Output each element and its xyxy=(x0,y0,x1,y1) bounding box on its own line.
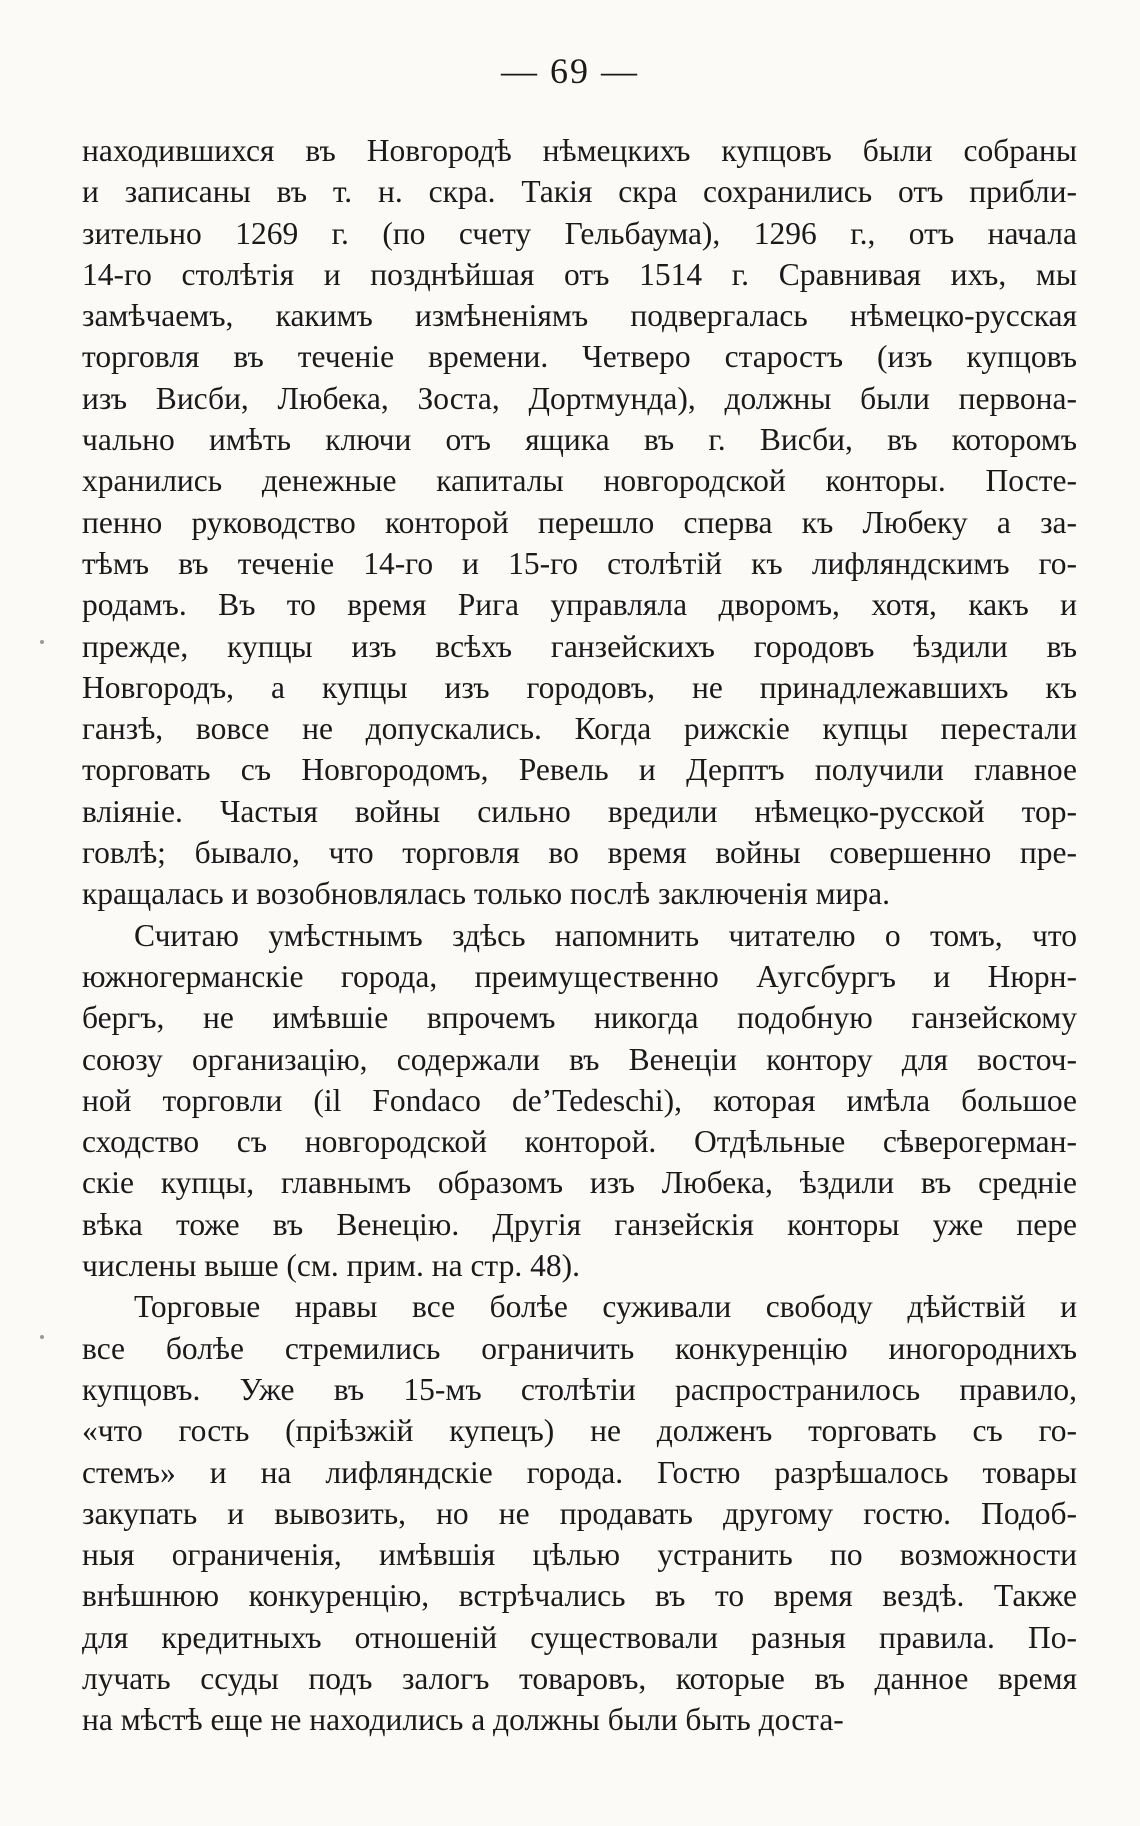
text-line: закупать и вывозить, но не продавать другому гостю. Подоб- xyxy=(82,1495,1077,1531)
text-line: тѣмъ въ теченіе 14-го и 15-го столѣтій къ лифляндскимъ го- xyxy=(82,545,1077,581)
text-line: числены выше (см. прим. на стр. 48). xyxy=(82,1248,580,1284)
text-line: сходство съ новгородской конторой. Отдѣльные сѣверогерман- xyxy=(82,1124,1077,1160)
paragraph-2 xyxy=(82,915,1077,1287)
text-line: торговать съ Новгородомъ, Ревель и Дерптъ получили главное xyxy=(82,752,1077,788)
text-line: ганзѣ, вовсе не допускались. Когда рижскіе купцы перестали xyxy=(82,711,1077,747)
text-line: хранились денежные капиталы новгородской конторы. Посте- xyxy=(82,463,1077,499)
text-line: Торговые нравы все болѣе суживали свободу дѣйствій и xyxy=(134,1289,1077,1325)
text-line: бергъ, не имѣвшіе впрочемъ никогда подобную ганзейскому xyxy=(82,1000,1077,1036)
text-line: говлѣ; бывало, что торговля во время войны совершенно пре- xyxy=(82,835,1077,871)
text-line: «что гость (пріѣзжій купецъ) не долженъ торговать съ го- xyxy=(82,1413,1077,1449)
text-line: стемъ» и на лифляндскіе города. Гостю разрѣшалось товары xyxy=(82,1454,1077,1490)
page-number: — 69 — xyxy=(501,51,639,91)
text-line: и записаны въ т. н. скра. Такія скра сохранились отъ прибли- xyxy=(82,174,1077,210)
text-line: замѣчаемъ, какимъ измѣненіямъ подвергалась нѣмецко-русская xyxy=(82,298,1077,334)
text-line: для кредитныхъ отношеній существовали разныя правила. По- xyxy=(82,1619,1077,1655)
text-line: купцовъ. Уже въ 15-мъ столѣтіи распространилось правило, xyxy=(82,1371,1077,1407)
paragraph-1 xyxy=(82,130,1077,915)
text-line: внѣшнюю конкуренцію, встрѣчались въ то время вездѣ. Также xyxy=(82,1578,1077,1614)
text-line: находившихся въ Новгородѣ нѣмецкихъ купцовъ были собраны xyxy=(82,133,1077,168)
text-line: прежде, купцы изъ всѣхъ ганзейскихъ городовъ ѣздили въ xyxy=(82,628,1077,664)
text-line: кращалась и возобновлялась только послѣ заключенія мира. xyxy=(82,876,890,912)
margin-speck xyxy=(40,640,44,644)
text-line: изъ Висби, Любека, Зоста, Дортмунда), должны были первона- xyxy=(82,380,1077,416)
text-line: зительно 1269 г. (по счету Гельбаума), 1296 г., отъ начала xyxy=(82,215,1077,251)
text-line: лучать ссуды подъ залогъ товаровъ, которые въ данное время xyxy=(82,1660,1077,1696)
text-line: все болѣе стремились ограничить конкуренцію иногороднихъ xyxy=(82,1330,1077,1366)
text-line: Считаю умѣстнымъ здѣсь напомнить читателю о томъ, что xyxy=(134,917,1077,953)
text-line: 14-го столѣтія и позднѣйшая отъ 1514 г. Сравнивая ихъ, мы xyxy=(82,256,1077,292)
text-line: торговля въ теченіе времени. Четверо старостъ (изъ купцовъ xyxy=(82,339,1077,375)
text-line: чально имѣть ключи отъ ящика въ г. Висби, въ которомъ xyxy=(82,422,1077,458)
text-line: пенно руководство конторой перешло сперва къ Любеку а за- xyxy=(82,504,1077,540)
text-line: Новгородъ, а купцы изъ городовъ, не принадлежавшихъ къ xyxy=(82,669,1077,705)
margin-speck xyxy=(40,1335,44,1339)
text-line: на мѣстѣ еще не находились а должны были быть доста- xyxy=(82,1702,844,1738)
text-line: скіе купцы, главнымъ образомъ изъ Любека, ѣздили въ средніе xyxy=(82,1165,1077,1201)
text-line: вліяніе. Частыя войны сильно вредили нѣмецко-русской тор- xyxy=(82,793,1077,829)
paragraph-3 xyxy=(82,1286,1077,1740)
text-line: родамъ. Въ то время Рига управляла дворомъ, хотя, какъ и xyxy=(82,587,1077,623)
body-text xyxy=(82,130,1077,1741)
text-line: союзу организацію, содержали въ Венеціи контору для восточ- xyxy=(82,1041,1077,1077)
text-line: ной торговли (il Fondaco de’Tedeschi), которая имѣла большое xyxy=(82,1082,1077,1118)
text-line: ныя ограниченія, имѣвшія цѣлью устранить по возможности xyxy=(82,1537,1077,1573)
text-line: южногерманскіе города, преимущественно Аугсбургъ и Нюрн- xyxy=(82,958,1077,994)
text-line: вѣка тоже въ Венецію. Другія ганзейскія конторы уже пере xyxy=(82,1206,1077,1242)
